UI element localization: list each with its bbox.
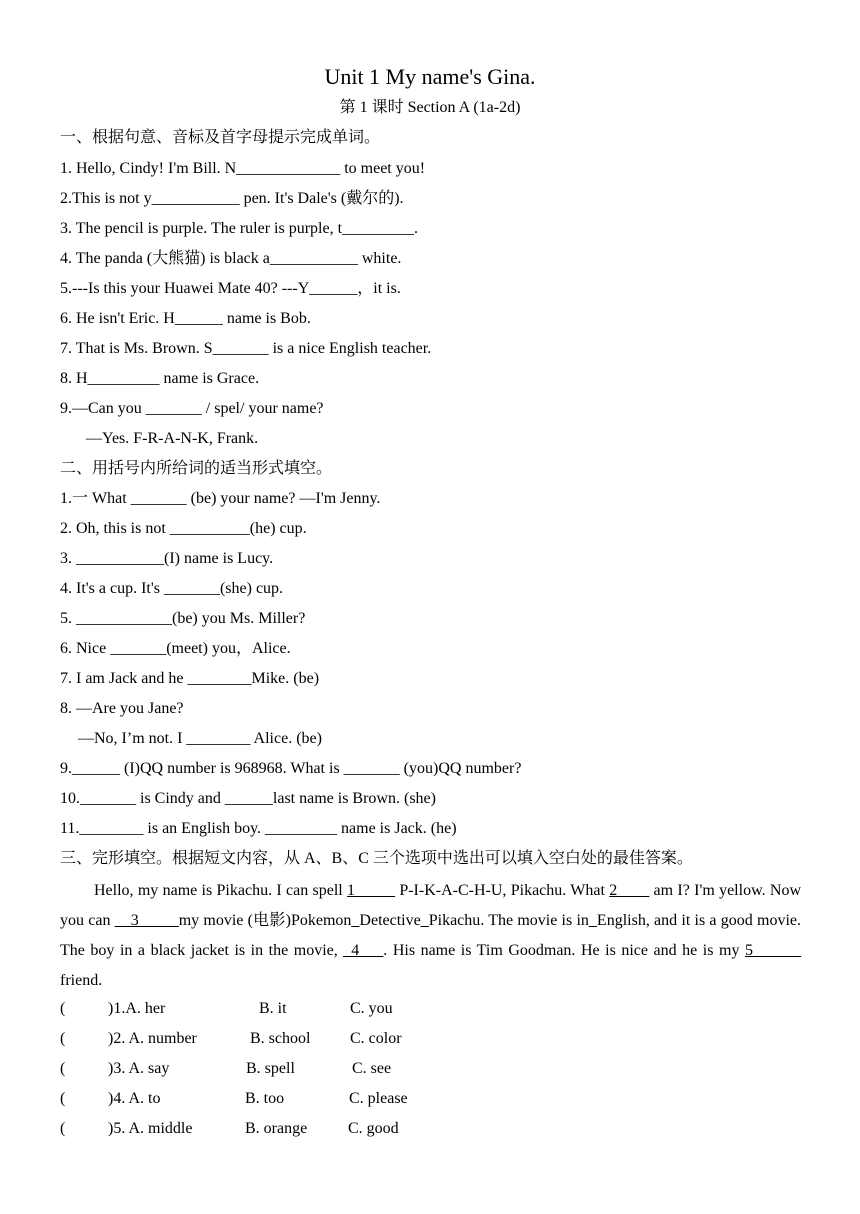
option-row-2 [60,1027,805,1051]
option-row-4 [60,1087,805,1111]
option-paren: ( [60,1030,66,1047]
passage-text: P-I-K-A-C-H-U, Pikachu. What [395,882,610,899]
option-b: B. it [259,1000,287,1017]
option-b: B. too [245,1090,285,1107]
option-paren: ( [60,1000,66,1017]
part2-item-5: 5. ____________(be) you Ms. Miller? [60,610,306,627]
part2-heading: 二、用括号内所给词的适当形式填空。 [60,460,333,477]
option-paren: ( [60,1060,66,1077]
option-c: C. color [350,1030,402,1047]
passage-text: am I? I'm yellow. Now you can [60,882,801,929]
option-paren: ( [60,1090,66,1107]
option-row-5 [60,1117,805,1141]
part1-item-5: 5.---Is this your Huawei Mate 40? ---Y______，it is. [60,280,401,297]
blank-2: 2____ [609,882,650,899]
part1-item-3: 3. The pencil is purple. The ruler is purple, t_________. [60,220,419,237]
option-a: )4. A. to [108,1090,161,1107]
option-a: )3. A. say [108,1060,170,1077]
passage-underscore: _ [588,912,597,929]
option-a: )5. A. middle [108,1120,193,1137]
passage-text: Pikachu. The movie is in [428,912,589,929]
passage-text: English, and it is a good movie. The boy in a black jacket is in the movie, [60,912,801,959]
option-b: B. spell [246,1060,295,1077]
option-row-1 [60,997,805,1021]
option-c: C. please [349,1090,408,1107]
part1-heading: 一、根据句意、音标及首字母提示完成单词。 [60,129,381,146]
part2-item-11: 11.________ is an English boy. _________ name is Jack. (he) [60,820,457,837]
part1-item-4: 4. The panda (大熊猫) is black a___________ white. [60,250,402,267]
part2-item-8: 8. —Are you Jane? [60,700,184,717]
passage-text: my movie (电影)Pokemon [178,912,352,929]
part1-item-9: 9.—Can you _______ / spel/ your name? [60,400,324,417]
part1-item-6: 6. He isn't Eric. H______ name is Bob. [60,310,311,327]
part2-item-4: 4. It's a cup. It's _______(she) cup. [60,580,284,597]
cloze-passage [60,876,801,996]
passage-text: Hello, my name is Pikachu. I can spell [94,882,348,899]
part1-item-8: 8. H_________ name is Grace. [60,370,260,387]
blank-4: _4___ [343,942,384,959]
part2-item-8-answer: —No, I’m not. I ________ Alice. (be) [78,730,322,747]
option-c: C. good [348,1120,399,1137]
option-row-3 [60,1057,805,1081]
part2-item-10: 10._______ is Cindy and ______last name is Brown. (she) [60,790,436,807]
blank-1: 1_____ [347,882,396,899]
part2-item-7: 7. I am Jack and he ________Mike. (be) [60,670,320,687]
blank-3: __3_____ [114,912,179,929]
option-paren: ( [60,1120,66,1137]
passage-text: Detective [359,912,421,929]
option-c: C. see [352,1060,392,1077]
option-a: )1.A. her [108,1000,166,1017]
part2-item-3: 3. ___________(I) name is Lucy. [60,550,274,567]
part2-item-9: 9.______ (I)QQ number is 968968. What is _______ (you)QQ number? [60,760,522,777]
part1-item-7: 7. That is Ms. Brown. S_______ is a nice English teacher. [60,340,432,357]
part1-item-1: 1. Hello, Cindy! I'm Bill. N_____________ to meet you! [60,160,426,177]
option-a: )2. A. number [108,1030,197,1047]
part2-item-2: 2. Oh, this is not __________(he) cup. [60,520,307,537]
page-title: Unit 1 My name's Gina. [324,64,536,89]
option-c: C. you [350,1000,393,1017]
part1-item-9-answer: —Yes. F-R-A-N-K, Frank. [86,430,259,447]
part1-item-2: 2.This is not y___________ pen. It's Dale's (戴尔的). [60,190,404,207]
option-b: B. orange [245,1120,308,1137]
blank-5: 5______ [745,942,801,959]
part2-item-6: 6. Nice _______(meet) you，Alice. [60,640,291,657]
option-b: B. school [250,1030,311,1047]
part3-heading: 三、完形填空。根据短文内容，从 A、B、C 三个选项中选出可以填入空白处的最佳答案。 [60,850,693,867]
passage-text: . His name is Tim Goodman. He is nice and he is my [383,942,745,959]
passage-underscore: _ [420,912,429,929]
passage-text: friend. [60,972,103,989]
page-subtitle: 第 1 课时 Section A (1a-2d) [339,99,521,116]
passage-underscore: _ [351,912,360,929]
part2-item-1: 1.一 What _______ (be) your name? —I'm Jenny. [60,490,381,507]
